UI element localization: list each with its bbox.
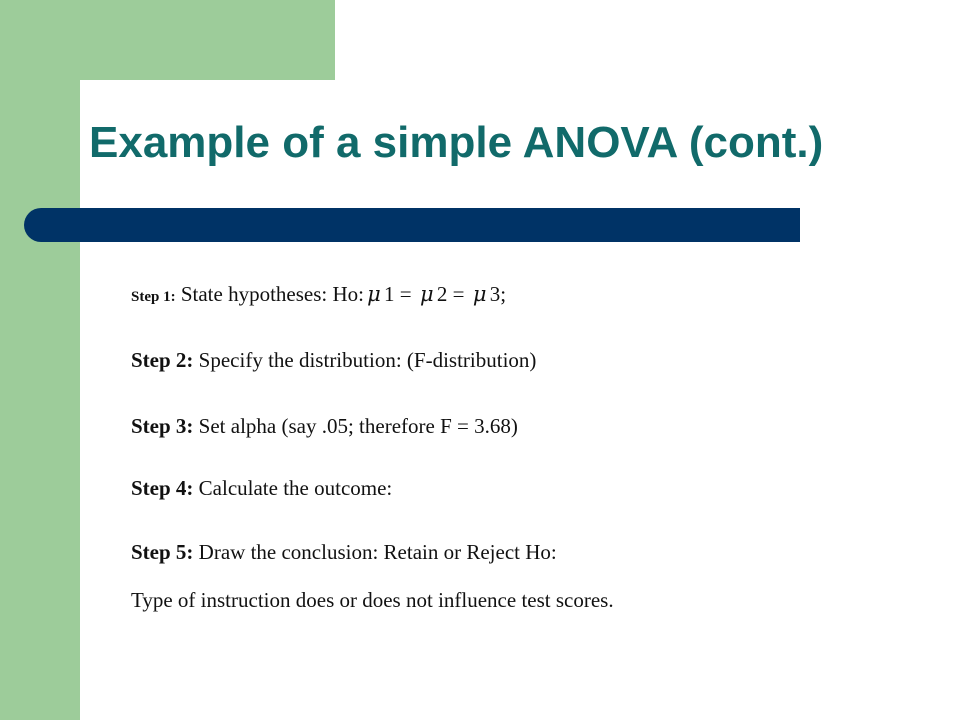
slide-title: Example of a simple ANOVA (cont.) bbox=[89, 118, 824, 167]
step-5-label: Step 5: bbox=[131, 540, 194, 564]
mu-symbol-3: μ bbox=[472, 282, 487, 306]
hypothesis-part-1: 1 = bbox=[384, 282, 417, 306]
step-2-label: Step 2: bbox=[131, 348, 194, 372]
step-4 bbox=[131, 476, 392, 501]
left-green-strip bbox=[0, 0, 80, 720]
step-1-text: State hypotheses: Ho: bbox=[180, 282, 364, 306]
step-5-text: Draw the conclusion: Retain or Reject Ho: bbox=[198, 540, 557, 564]
hypothesis-part-2: 2 = bbox=[436, 282, 470, 306]
conclusion-note: Type of instruction does or does not influence test scores. bbox=[131, 588, 614, 612]
step-1-label: Step 1: bbox=[131, 289, 176, 305]
content-panel bbox=[80, 80, 960, 720]
mu-symbol-2: μ bbox=[420, 282, 434, 306]
top-green-block bbox=[0, 0, 335, 80]
step-1 bbox=[131, 282, 506, 307]
step-2 bbox=[131, 348, 536, 373]
step-5 bbox=[131, 540, 557, 565]
step-4-label: Step 4: bbox=[131, 476, 194, 500]
step-3 bbox=[131, 414, 518, 439]
step-2-text: Specify the distribution: (F-distribution) bbox=[198, 348, 537, 372]
step-3-text: Set alpha (say .05; therefore F = 3.68) bbox=[198, 414, 518, 438]
step-4-text: Calculate the outcome: bbox=[198, 476, 393, 500]
hypothesis-part-3: 3; bbox=[489, 282, 507, 306]
step-3-label: Step 3: bbox=[131, 414, 194, 438]
title-underline-bar bbox=[24, 208, 800, 242]
mu-symbol-1: μ bbox=[367, 282, 381, 306]
